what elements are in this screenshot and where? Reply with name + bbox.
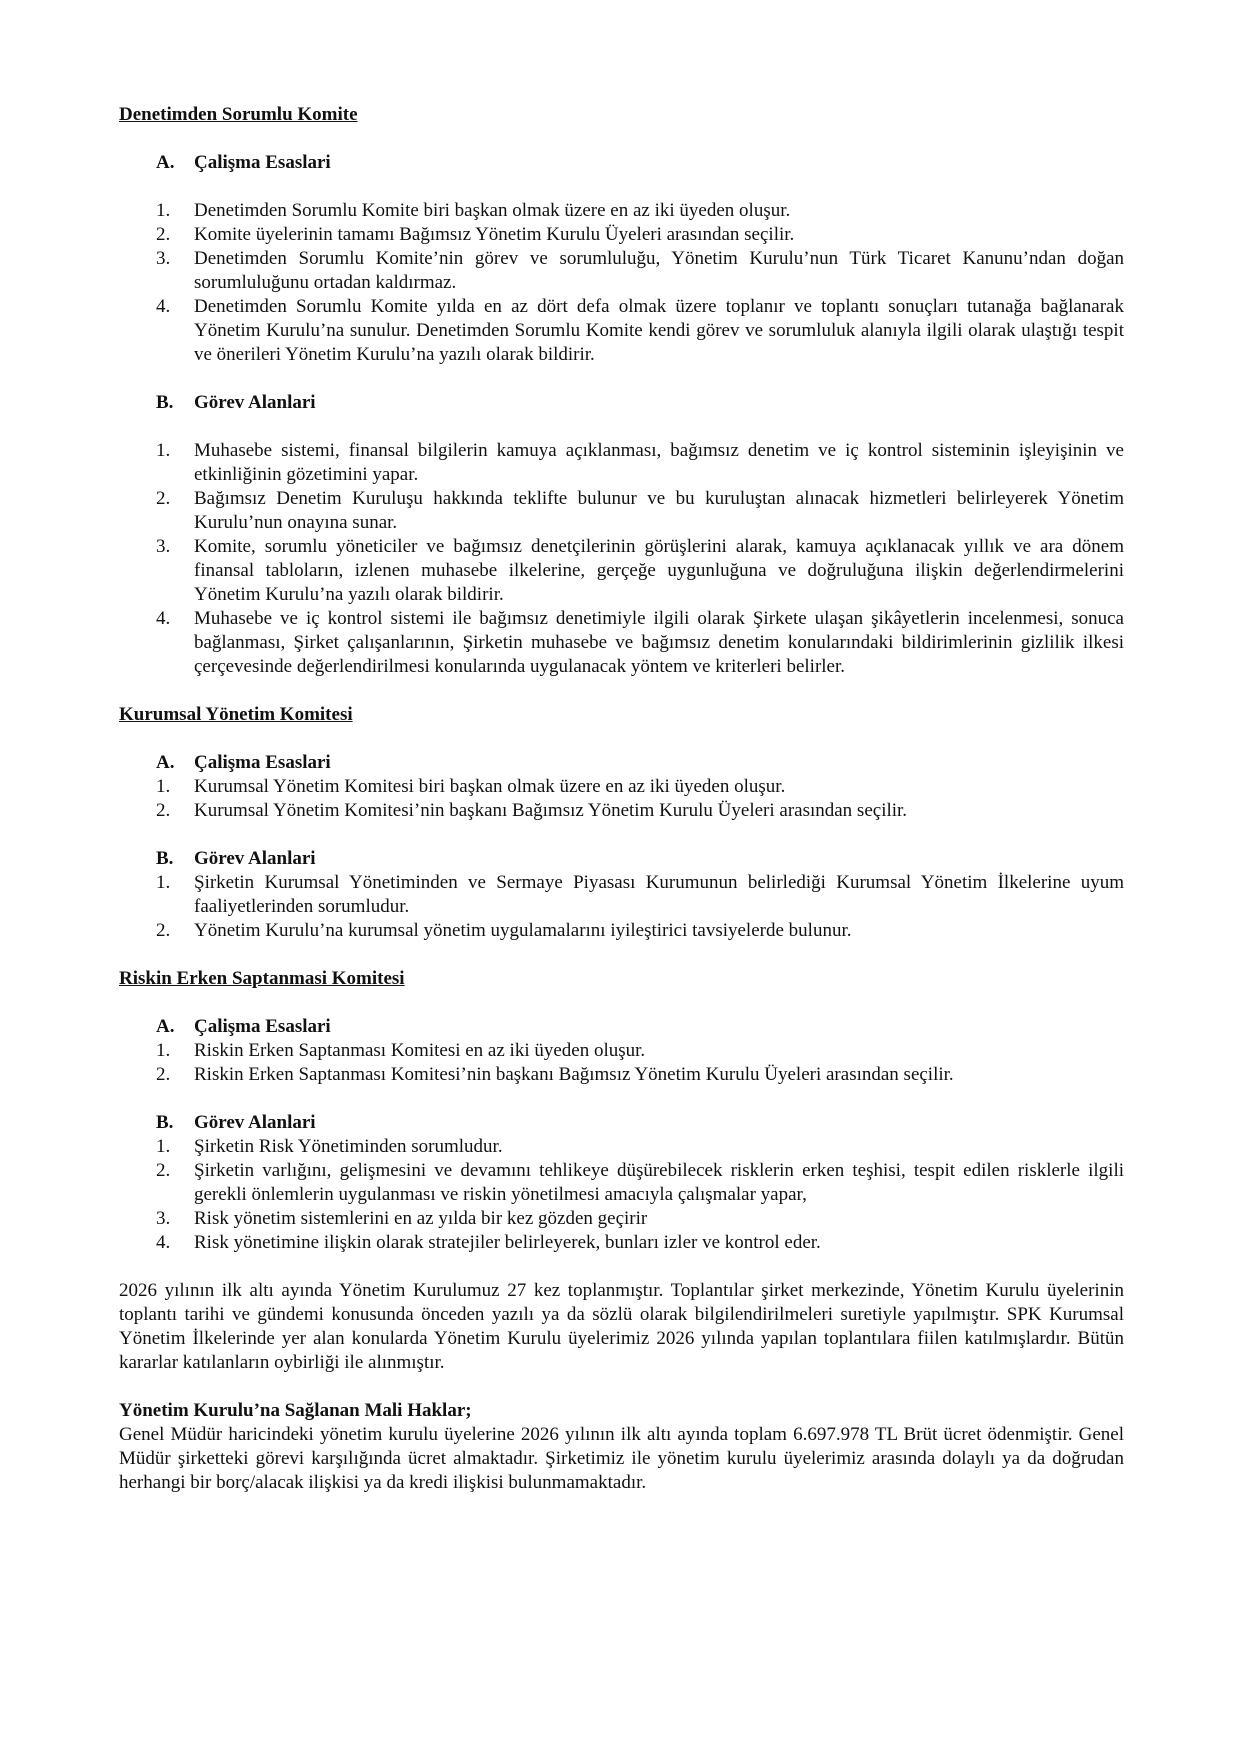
item-number: 2. — [156, 488, 171, 509]
list-item — [119, 799, 1124, 823]
list-item — [119, 1063, 1124, 1087]
item-number: 2. — [156, 800, 171, 821]
subsection-title: Görev Alanlari — [194, 392, 316, 413]
item-number: 2. — [156, 1064, 171, 1085]
item-number: 1. — [156, 200, 171, 221]
subsection-heading — [119, 1111, 1124, 1135]
list-item — [119, 871, 1124, 919]
item-text: Risk yönetimine ilişkin olarak stratejiler belirleyerek, bunları izler ve kontrol eder. — [194, 1232, 821, 1253]
item-text: Yönetim Kurulu’na kurumsal yönetim uygulamalarını iyileştirici tavsiyelerde bulunur. — [194, 920, 852, 941]
subsection-title: Görev Alanlari — [194, 848, 316, 869]
item-number: 1. — [156, 776, 171, 797]
list-item — [119, 919, 1124, 943]
subsection-letter: A. — [156, 1016, 175, 1037]
list-item — [119, 439, 1124, 487]
list-item — [119, 1207, 1124, 1231]
item-number: 4. — [156, 608, 171, 629]
item-text: Şirketin Risk Yönetiminden sorumludur. — [194, 1136, 503, 1157]
subsection-title: Çalişma Esaslari — [194, 752, 331, 773]
item-text: Şirketin Kurumsal Yönetiminden ve Sermaye Piyasası Kurumunun belirlediği Kurumsal Yönetim İlkelerine uyum faaliyetlerinden sorumludur. — [194, 872, 1124, 917]
numbered-list — [119, 871, 1124, 943]
item-number: 4. — [156, 296, 171, 317]
subsection-heading — [119, 751, 1124, 775]
subsection-title: Çalişma Esaslari — [194, 152, 331, 173]
list-item — [119, 1135, 1124, 1159]
list-item — [119, 1039, 1124, 1063]
subsection-heading — [119, 391, 1124, 415]
item-text: Risk yönetim sistemlerini en az yılda bir kez gözden geçirir — [194, 1208, 648, 1229]
list-item — [119, 1231, 1124, 1255]
item-text: Riskin Erken Saptanması Komitesi en az iki üyeden oluşur. — [194, 1040, 646, 1061]
list-item — [119, 223, 1124, 247]
item-text: Bağımsız Denetim Kuruluşu hakkında teklifte bulunur ve bu kuruluştan alınacak hizmetleri belirleyerek Yönetim Kurulu’nun onayına sunar. — [194, 488, 1124, 533]
list-item — [119, 775, 1124, 799]
item-number: 2. — [156, 224, 171, 245]
financial-rights-paragraph: Genel Müdür haricindeki yönetim kurulu üyelerine 2026 yılının ilk altı ayında toplam 6.697.978 TL Brüt ücret ödenmiştir. Genel Müdür şirketteki görevi karşılığında ücret almaktadır. Şirketimiz ile yönetim kurulu üyelerimiz arasında dolaylı ya da doğrudan herhangi bir borç/alacak ilişkisi ya da kredi ilişkisi bulunmamaktadır. — [119, 1424, 1124, 1493]
item-text: Komite, sorumlu yöneticiler ve bağımsız denetçilerinin görüşlerini alarak, kamuya açıklanacak yıllık ve ara dönem finansal tabloların, izlenen muhasebe ilkelerine, gerçeğe uygunluğuna ve doğruluğuna ilişkin değerlendirmelerini Yönetim Kurulu’na yazılı olarak bildirir. — [194, 536, 1124, 605]
subsection-letter: A. — [156, 752, 175, 773]
list-item — [119, 295, 1124, 367]
item-number: 2. — [156, 1160, 171, 1181]
subsection-heading — [119, 151, 1124, 175]
subsection-heading — [119, 1015, 1124, 1039]
item-text: Komite üyelerinin tamamı Bağımsız Yönetim Kurulu Üyeleri arasından seçilir. — [194, 224, 795, 245]
list-item — [119, 607, 1124, 679]
item-number: 1. — [156, 1040, 171, 1061]
numbered-list — [119, 439, 1124, 679]
list-item — [119, 199, 1124, 223]
item-number: 1. — [156, 872, 171, 893]
numbered-list — [119, 775, 1124, 823]
section-title-audit-committee: Denetimden Sorumlu Komite — [119, 104, 358, 125]
item-number: 3. — [156, 536, 171, 557]
subsection-letter: A. — [156, 152, 175, 173]
subsection-letter: B. — [156, 392, 174, 413]
item-number: 2. — [156, 920, 171, 941]
list-item — [119, 487, 1124, 535]
list-item — [119, 535, 1124, 607]
subsection-letter: B. — [156, 1112, 174, 1133]
financial-rights-title: Yönetim Kurulu’na Sağlanan Mali Haklar; — [119, 1400, 472, 1421]
item-text: Kurumsal Yönetim Komitesi biri başkan olmak üzere en az iki üyeden oluşur. — [194, 776, 786, 797]
item-number: 1. — [156, 440, 171, 461]
item-number: 3. — [156, 248, 171, 269]
item-text: Denetimden Sorumlu Komite’nin görev ve sorumluluğu, Yönetim Kurulu’nun Türk Ticaret Kanunu’ndan doğan sorumluluğunu ortadan kaldırmaz. — [194, 248, 1124, 293]
section-title-early-risk-committee: Riskin Erken Saptanmasi Komitesi — [119, 968, 405, 989]
list-item — [119, 247, 1124, 295]
item-text: Kurumsal Yönetim Komitesi’nin başkanı Bağımsız Yönetim Kurulu Üyeleri arasından seçilir. — [194, 800, 908, 821]
item-number: 3. — [156, 1208, 171, 1229]
numbered-list — [119, 199, 1124, 367]
item-text: Denetimden Sorumlu Komite biri başkan olmak üzere en az iki üyeden oluşur. — [194, 200, 791, 221]
subsection-letter: B. — [156, 848, 174, 869]
document-page — [119, 103, 1124, 1495]
subsection-title: Çalişma Esaslari — [194, 1016, 331, 1037]
numbered-list — [119, 1039, 1124, 1087]
item-text: Muhasebe ve iç kontrol sistemi ile bağımsız denetimiyle ilgili olarak Şirkete ulaşan şikâyetlerin incelenmesi, sonuca bağlanması, Şirket çalışanlarının, Şirketin muhasebe ve bağımsız denetim konularındaki bildirimlerinin gizlilik ilkesi çerçevesinde değerlendirilmesi konularında uygulanacak yöntem ve kriterleri belirler. — [194, 608, 1124, 677]
section-title-corporate-governance-committee: Kurumsal Yönetim Komitesi — [119, 704, 353, 725]
item-text: Şirketin varlığını, gelişmesini ve devamını tehlikeye düşürebilecek risklerin erken teşhisi, tespit edilen risklerle ilgili gerekli önlemlerin uygulanması ve riskin yönetilmesi amacıyla çalışmalar yapar, — [194, 1160, 1124, 1205]
list-item — [119, 1159, 1124, 1207]
numbered-list — [119, 1135, 1124, 1255]
item-text: Muhasebe sistemi, finansal bilgilerin kamuya açıklanması, bağımsız denetim ve iç kontrol sisteminin işleyişinin ve etkinliğinin gözetimini yapar. — [194, 440, 1124, 485]
item-number: 4. — [156, 1232, 171, 1253]
subsection-title: Görev Alanlari — [194, 1112, 316, 1133]
item-number: 1. — [156, 1136, 171, 1157]
meetings-paragraph: 2026 yılının ilk altı ayında Yönetim Kurulumuz 27 kez toplanmıştır. Toplantılar şirket merkezinde, Yönetim Kurulu üyelerinin toplantı tarihi ve gündemi konusunda önceden yazılı ya da sözlü olarak bilgilendirilmeleri suretiyle yapılmıştır. SPK Kurumsal Yönetim İlkelerinde yer alan konularda Yönetim Kurulu üyelerimiz 2026 yılında yapılan toplantılara fiilen katılmışlardır. Bütün kararlar katılanların oybirliği ile alınmıştır. — [119, 1280, 1124, 1373]
item-text: Denetimden Sorumlu Komite yılda en az dört defa olmak üzere toplanır ve toplantı sonuçları tutanağa bağlanarak Yönetim Kurulu’na sunulur. Denetimden Sorumlu Komite kendi görev ve sorumluluk alanıyla ilgili olarak ulaştığı tespit ve önerileri Yönetim Kurulu’na yazılı olarak bildirir. — [194, 296, 1124, 365]
item-text: Riskin Erken Saptanması Komitesi’nin başkanı Bağımsız Yönetim Kurulu Üyeleri arasından seçilir. — [194, 1064, 954, 1085]
subsection-heading — [119, 847, 1124, 871]
